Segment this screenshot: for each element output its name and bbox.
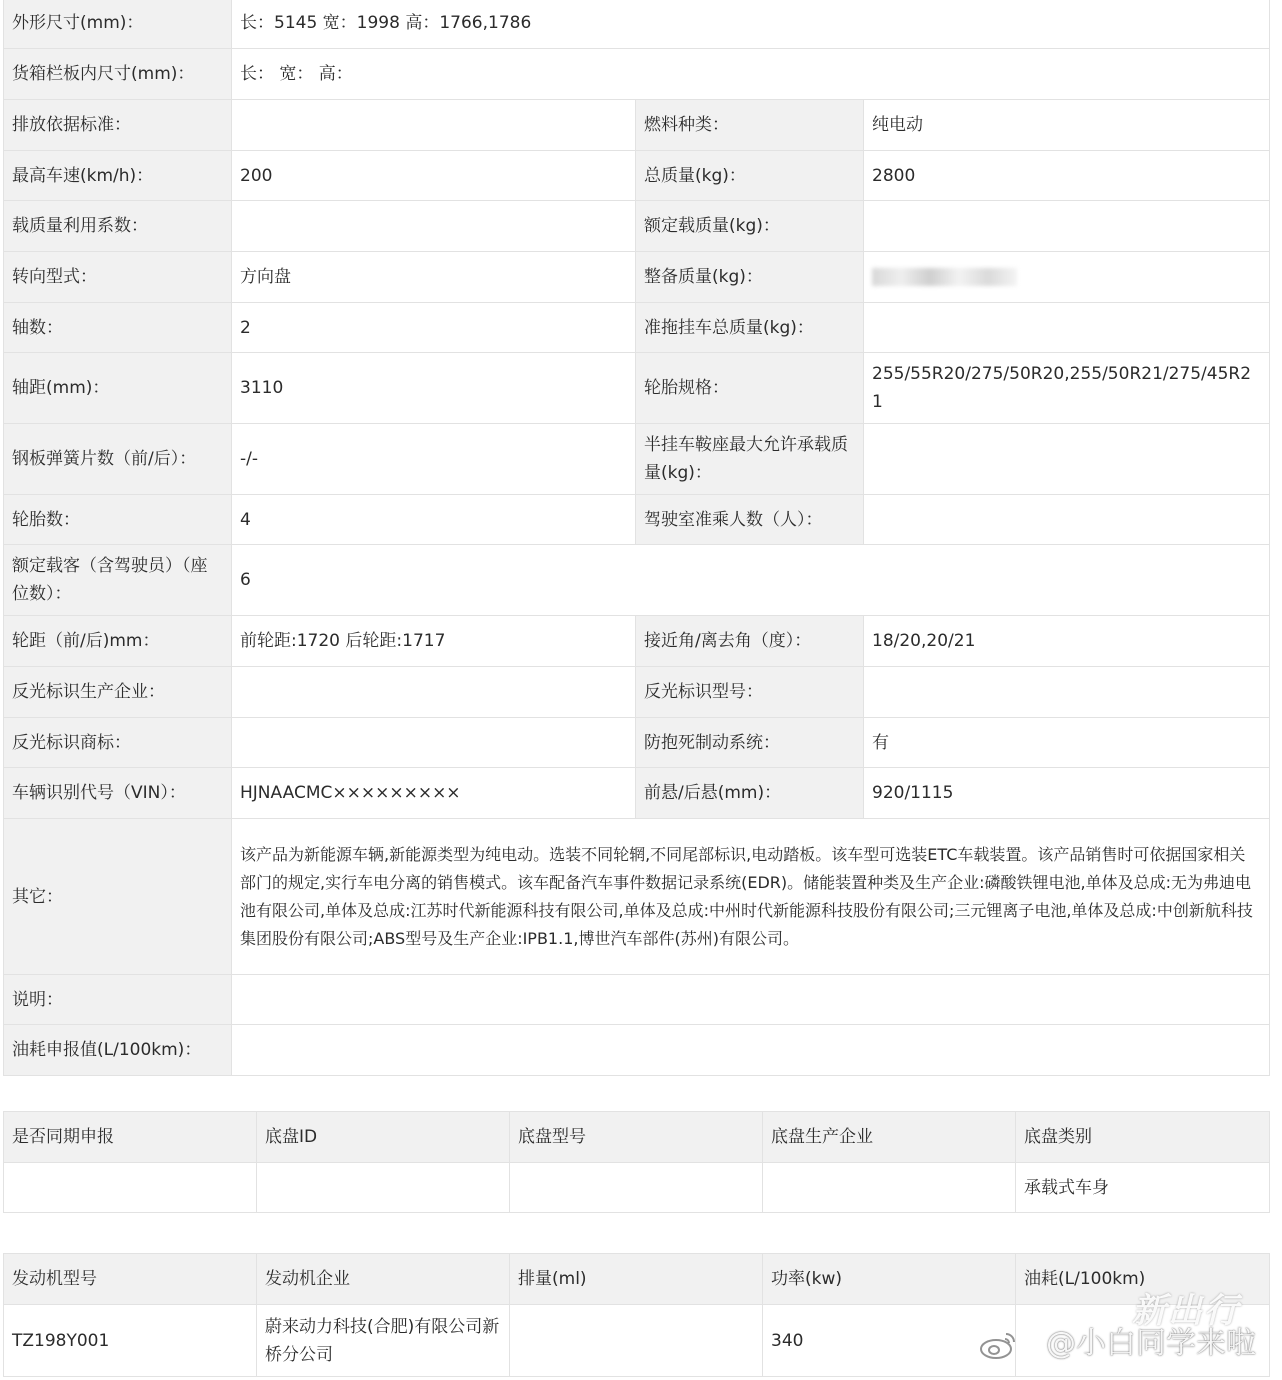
dimensions-value: 长：5145 宽：1998 高：1766,1786 xyxy=(232,0,1270,49)
reflector-maker-value xyxy=(232,667,636,718)
spring-count-value: -/- xyxy=(232,424,636,495)
curb-mass-label: 整备质量(kg)： xyxy=(636,252,864,303)
track-width-value: 前轮距:1720 后轮距:1717 xyxy=(232,616,636,667)
table-row xyxy=(4,424,1270,495)
table-row xyxy=(4,768,1270,819)
axles-value: 2 xyxy=(232,303,636,353)
reflector-brand-label: 反光标识商标： xyxy=(4,718,232,768)
trailer-mass-value xyxy=(864,303,1270,353)
table-cell xyxy=(510,1305,763,1377)
table-row xyxy=(4,545,1270,616)
total-mass-label: 总质量(kg)： xyxy=(636,151,864,201)
table-cell xyxy=(510,1163,763,1213)
abs-label: 防抱死制动系统： xyxy=(636,718,864,768)
wheelbase-label: 轴距(mm)： xyxy=(4,353,232,424)
rated-passengers-value: 6 xyxy=(232,545,1270,616)
chassis-table xyxy=(3,1111,1270,1213)
load-coefficient-label: 载质量利用系数： xyxy=(4,201,232,252)
table-cell: 蔚来动力科技(合肥)有限公司新桥分公司 xyxy=(257,1305,510,1377)
max-speed-label: 最高车速(km/h)： xyxy=(4,151,232,201)
vin-value: HJNAACMC××××××××× xyxy=(232,768,636,819)
table-row xyxy=(4,1305,1270,1377)
table-row xyxy=(4,1163,1270,1213)
table-cell: TZ198Y001 xyxy=(4,1305,257,1377)
tire-spec-value: 255/55R20/275/50R20,255/50R21/275/45R21 xyxy=(864,353,1270,424)
table-cell xyxy=(763,1163,1016,1213)
cab-passengers-label: 驾驶室准乘人数（人）： xyxy=(636,495,864,545)
watermark-brand: 新出行 xyxy=(1132,1291,1240,1331)
steering-value: 方向盘 xyxy=(232,252,636,303)
reflector-maker-label: 反光标识生产企业： xyxy=(4,667,232,718)
fuel-consumption-value xyxy=(232,1025,1270,1076)
trailer-mass-label: 准拖挂车总质量(kg)： xyxy=(636,303,864,353)
other-label: 其它： xyxy=(4,819,232,975)
table-row xyxy=(4,252,1270,303)
note-label: 说明： xyxy=(4,975,232,1025)
cargo-value: 长： 宽： 高： xyxy=(232,49,1270,100)
table-row xyxy=(4,819,1270,975)
curb-mass-value xyxy=(864,252,1270,303)
column-header: 底盘类别 xyxy=(1016,1112,1270,1163)
approach-angle-value: 18/20,20/21 xyxy=(864,616,1270,667)
emission-label: 排放依据标准： xyxy=(4,100,232,151)
wheelbase-value: 3110 xyxy=(232,353,636,424)
reflector-model-label: 反光标识型号： xyxy=(636,667,864,718)
saddle-load-label: 半挂车鞍座最大允许承载质量(kg)： xyxy=(636,424,864,495)
table-row xyxy=(4,495,1270,545)
table-cell: 承载式车身 xyxy=(1016,1163,1270,1213)
spec-table xyxy=(3,0,1270,1076)
column-header: 发动机企业 xyxy=(257,1254,510,1305)
table-cell xyxy=(1016,1305,1270,1377)
table-row xyxy=(4,201,1270,252)
steering-label: 转向型式： xyxy=(4,252,232,303)
column-header: 油耗(L/100km) xyxy=(1016,1254,1270,1305)
redacted-blur xyxy=(872,268,1017,286)
cargo-label: 货箱栏板内尺寸(mm)： xyxy=(4,49,232,100)
column-header: 是否同期申报 xyxy=(4,1112,257,1163)
tire-count-label: 轮胎数： xyxy=(4,495,232,545)
total-mass-value: 2800 xyxy=(864,151,1270,201)
abs-value: 有 xyxy=(864,718,1270,768)
fuel-consumption-label: 油耗申报值(L/100km)： xyxy=(4,1025,232,1076)
table-row xyxy=(4,718,1270,768)
table-row xyxy=(4,0,1270,49)
table-row xyxy=(4,616,1270,667)
load-coefficient-value xyxy=(232,201,636,252)
column-header: 底盘ID xyxy=(257,1112,510,1163)
column-header: 排量(ml) xyxy=(510,1254,763,1305)
column-header: 发动机型号 xyxy=(4,1254,257,1305)
table-row xyxy=(4,151,1270,201)
table-cell xyxy=(257,1163,510,1213)
column-header: 底盘生产企业 xyxy=(763,1112,1016,1163)
column-header: 底盘型号 xyxy=(510,1112,763,1163)
table-cell: 340 xyxy=(763,1305,1016,1377)
watermark-user: @小白同学来啦 xyxy=(1046,1326,1256,1361)
tire-count-value: 4 xyxy=(232,495,636,545)
table-row xyxy=(4,49,1270,100)
rated-load-value xyxy=(864,201,1270,252)
note-value xyxy=(232,975,1270,1025)
reflector-model-value xyxy=(864,667,1270,718)
table-cell xyxy=(4,1163,257,1213)
table-row xyxy=(4,353,1270,424)
column-header: 功率(kw) xyxy=(763,1254,1016,1305)
table-header-row xyxy=(4,1112,1270,1163)
rated-passengers-label: 额定载客（含驾驶员）（座位数）： xyxy=(4,545,232,616)
overhang-label: 前悬/后悬(mm)： xyxy=(636,768,864,819)
spring-count-label: 钢板弹簧片数（前/后）： xyxy=(4,424,232,495)
overhang-value: 920/1115 xyxy=(864,768,1270,819)
other-value: 该产品为新能源车辆,新能源类型为纯电动。选装不同轮辋,不同尾部标识,电动踏板。该车型可选装ETC车载装置。该产品销售时可依据国家相关部门的规定,实行车电分离的销售模式。该车配备汽车事件数据记录系统(EDR)。储能装置种类及生产企业:磷酸铁锂电池,单体及总成:无为弗迪电池有限公司,单体及总成:江苏时代新能源科技有限公司,单体及总成:中州时代新能源科技股份有限公司;三元锂离子电池,单体及总成:中创新航科技集团股份有限公司;ABS型号及生产企业:IPB1.1,博世汽车部件(苏州)有限公司。 xyxy=(232,819,1270,975)
track-width-label: 轮距（前/后)mm： xyxy=(4,616,232,667)
reflector-brand-value xyxy=(232,718,636,768)
vin-label: 车辆识别代号（VIN）： xyxy=(4,768,232,819)
fuel-type-value: 纯电动 xyxy=(864,100,1270,151)
emission-value xyxy=(232,100,636,151)
engine-table xyxy=(3,1253,1270,1377)
table-row xyxy=(4,100,1270,151)
dimensions-label: 外形尺寸(mm)： xyxy=(4,0,232,49)
tire-spec-label: 轮胎规格： xyxy=(636,353,864,424)
table-row xyxy=(4,975,1270,1025)
table-row xyxy=(4,667,1270,718)
cab-passengers-value xyxy=(864,495,1270,545)
max-speed-value: 200 xyxy=(232,151,636,201)
rated-load-label: 额定载质量(kg)： xyxy=(636,201,864,252)
table-row xyxy=(4,303,1270,353)
approach-angle-label: 接近角/离去角（度）： xyxy=(636,616,864,667)
table-header-row xyxy=(4,1254,1270,1305)
saddle-load-value xyxy=(864,424,1270,495)
fuel-type-label: 燃料种类： xyxy=(636,100,864,151)
axles-label: 轴数： xyxy=(4,303,232,353)
table-row xyxy=(4,1025,1270,1076)
